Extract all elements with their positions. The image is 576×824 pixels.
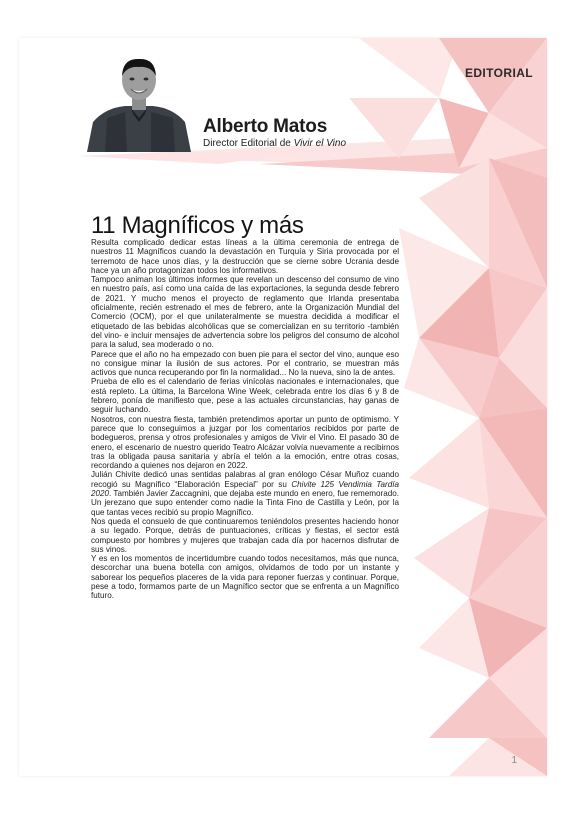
magazine-page [19,38,547,776]
section-label: EDITORIAL [464,66,533,80]
article-title: 11 Magníficos y más [91,212,304,239]
paragraph-text: Julián Chivite dedicó unas sentidas palabras al gran enólogo César Muñoz cuando recogió su Magnífico “Elaboración Especial” por su [91,470,399,489]
author-role-prefix: Director Editorial de [203,138,294,149]
article-paragraph [91,350,399,378]
author-role [203,138,346,149]
author-name: Alberto Matos [203,116,328,137]
article-paragraph [91,377,399,414]
article-paragraph [91,275,399,349]
publication-name: Vivir el Vino [293,138,347,149]
italic-wine-name: Chivite 125 Vendimia Tardía 2020 [91,479,399,499]
paragraph-text: Tampoco animan los últimos informes que revelan un descenso del consumo de vino en nuestro país, así como una caída de las exportaciones, la segunda desde febrero de 2021. Y mucho menos el proyecto de reglamento que Irlanda presentaba oficialmente, recién estrenado el mes de febrero, ante la Organización Mundial del Comercio (OCM), por el que unilateralmente se muestra decidida a modificar el etiquetado de las bebidas alcohólicas que se comercializan en su territorio -también del vino- e incluir mensajes de advertencia sobre los peligros del consumo de alcohol para la salud, sea moderado o no. [91,275,399,350]
paragraph-text: Y es en los momentos de incertidumbre cuando todos necesitamos, más que nunca, descorchar una buena botella con amigos, olvidamos de todo por un instante y saborear los pequeños placeres de la vida para reponer fuerzas y continuar. Porque, pese a todo, formamos parte de un Magnífico sector que se enfrenta a un Magnífico futuro. [91,554,399,601]
page-number: 1 [511,755,517,766]
article-paragraph [91,238,399,275]
paragraph-text: . También Javier Zaccagnini, que dejaba este mundo en enero, fue rememorado. Un jerezano que supo entender como nadie la Tinta Fino de Castilla y León, por la que tantas veces recibió su propio Magnífico. [91,489,399,517]
paragraph-text: Resulta complicado dedicar estas líneas a la última ceremonia de entrega de nuestros 11 Magníficos cuando la devastación en Turquía y Siria provocada por el terremoto de hace unos días, y la destrucción que se cierne sobre Ucrania desde hace ya un año protagonizan todos los informativos. [91,238,399,275]
paragraph-text: Prueba de ello es el calendario de ferias vinícolas nacionales e internacionales, que está repleto. La última, la Barcelona Wine Week, celebrada entre los días 6 y 8 de febrero, ponía de manifiesto que, pese a las actuales circunstancias, hay ganas de seguir luchando. [91,377,399,415]
article-paragraph [91,470,399,516]
paragraph-text: Nosotros, con nuestra fiesta, también pretendimos aportar un punto de optimismo. Y parece que lo conseguimos a juzgar por los comentarios recibidos por parte de bodegueros, prensa y otros profesionales y amigos de Vivir el Vino. El pasado 30 de enero, el escenario de nuestro querido Teatro Alcázar volvía nuevamente a recibirnos tras la obligada pausa sanitaria y abría el telón a la emoción, entre otras cosas, recordando a quienes nos dejaron en 2022. [91,414,399,471]
paragraph-text: Parece que el año no ha empezado con buen pie para el sector del vino, aunque eso no consigue minar la ilusión de sus actores. Por el contrario, se muestran más activos que nunca recuperando por fin la normalidad... No la nueva, sino la de antes. [91,349,399,378]
article-paragraph [91,517,399,554]
paragraph-text: Nos queda el consuelo de que continuaremos teniéndolos presentes haciendo honor a su legado. Porque, detrás de puntuaciones, críticas y fiestas, el sector está compuesto por hombres y mujeres que trabajan cada día por hacernos disfrutar de sus vinos. [91,516,399,554]
article-paragraph [91,415,399,471]
author-photo [87,56,191,152]
article-body [91,238,399,601]
article-paragraph [91,554,399,600]
